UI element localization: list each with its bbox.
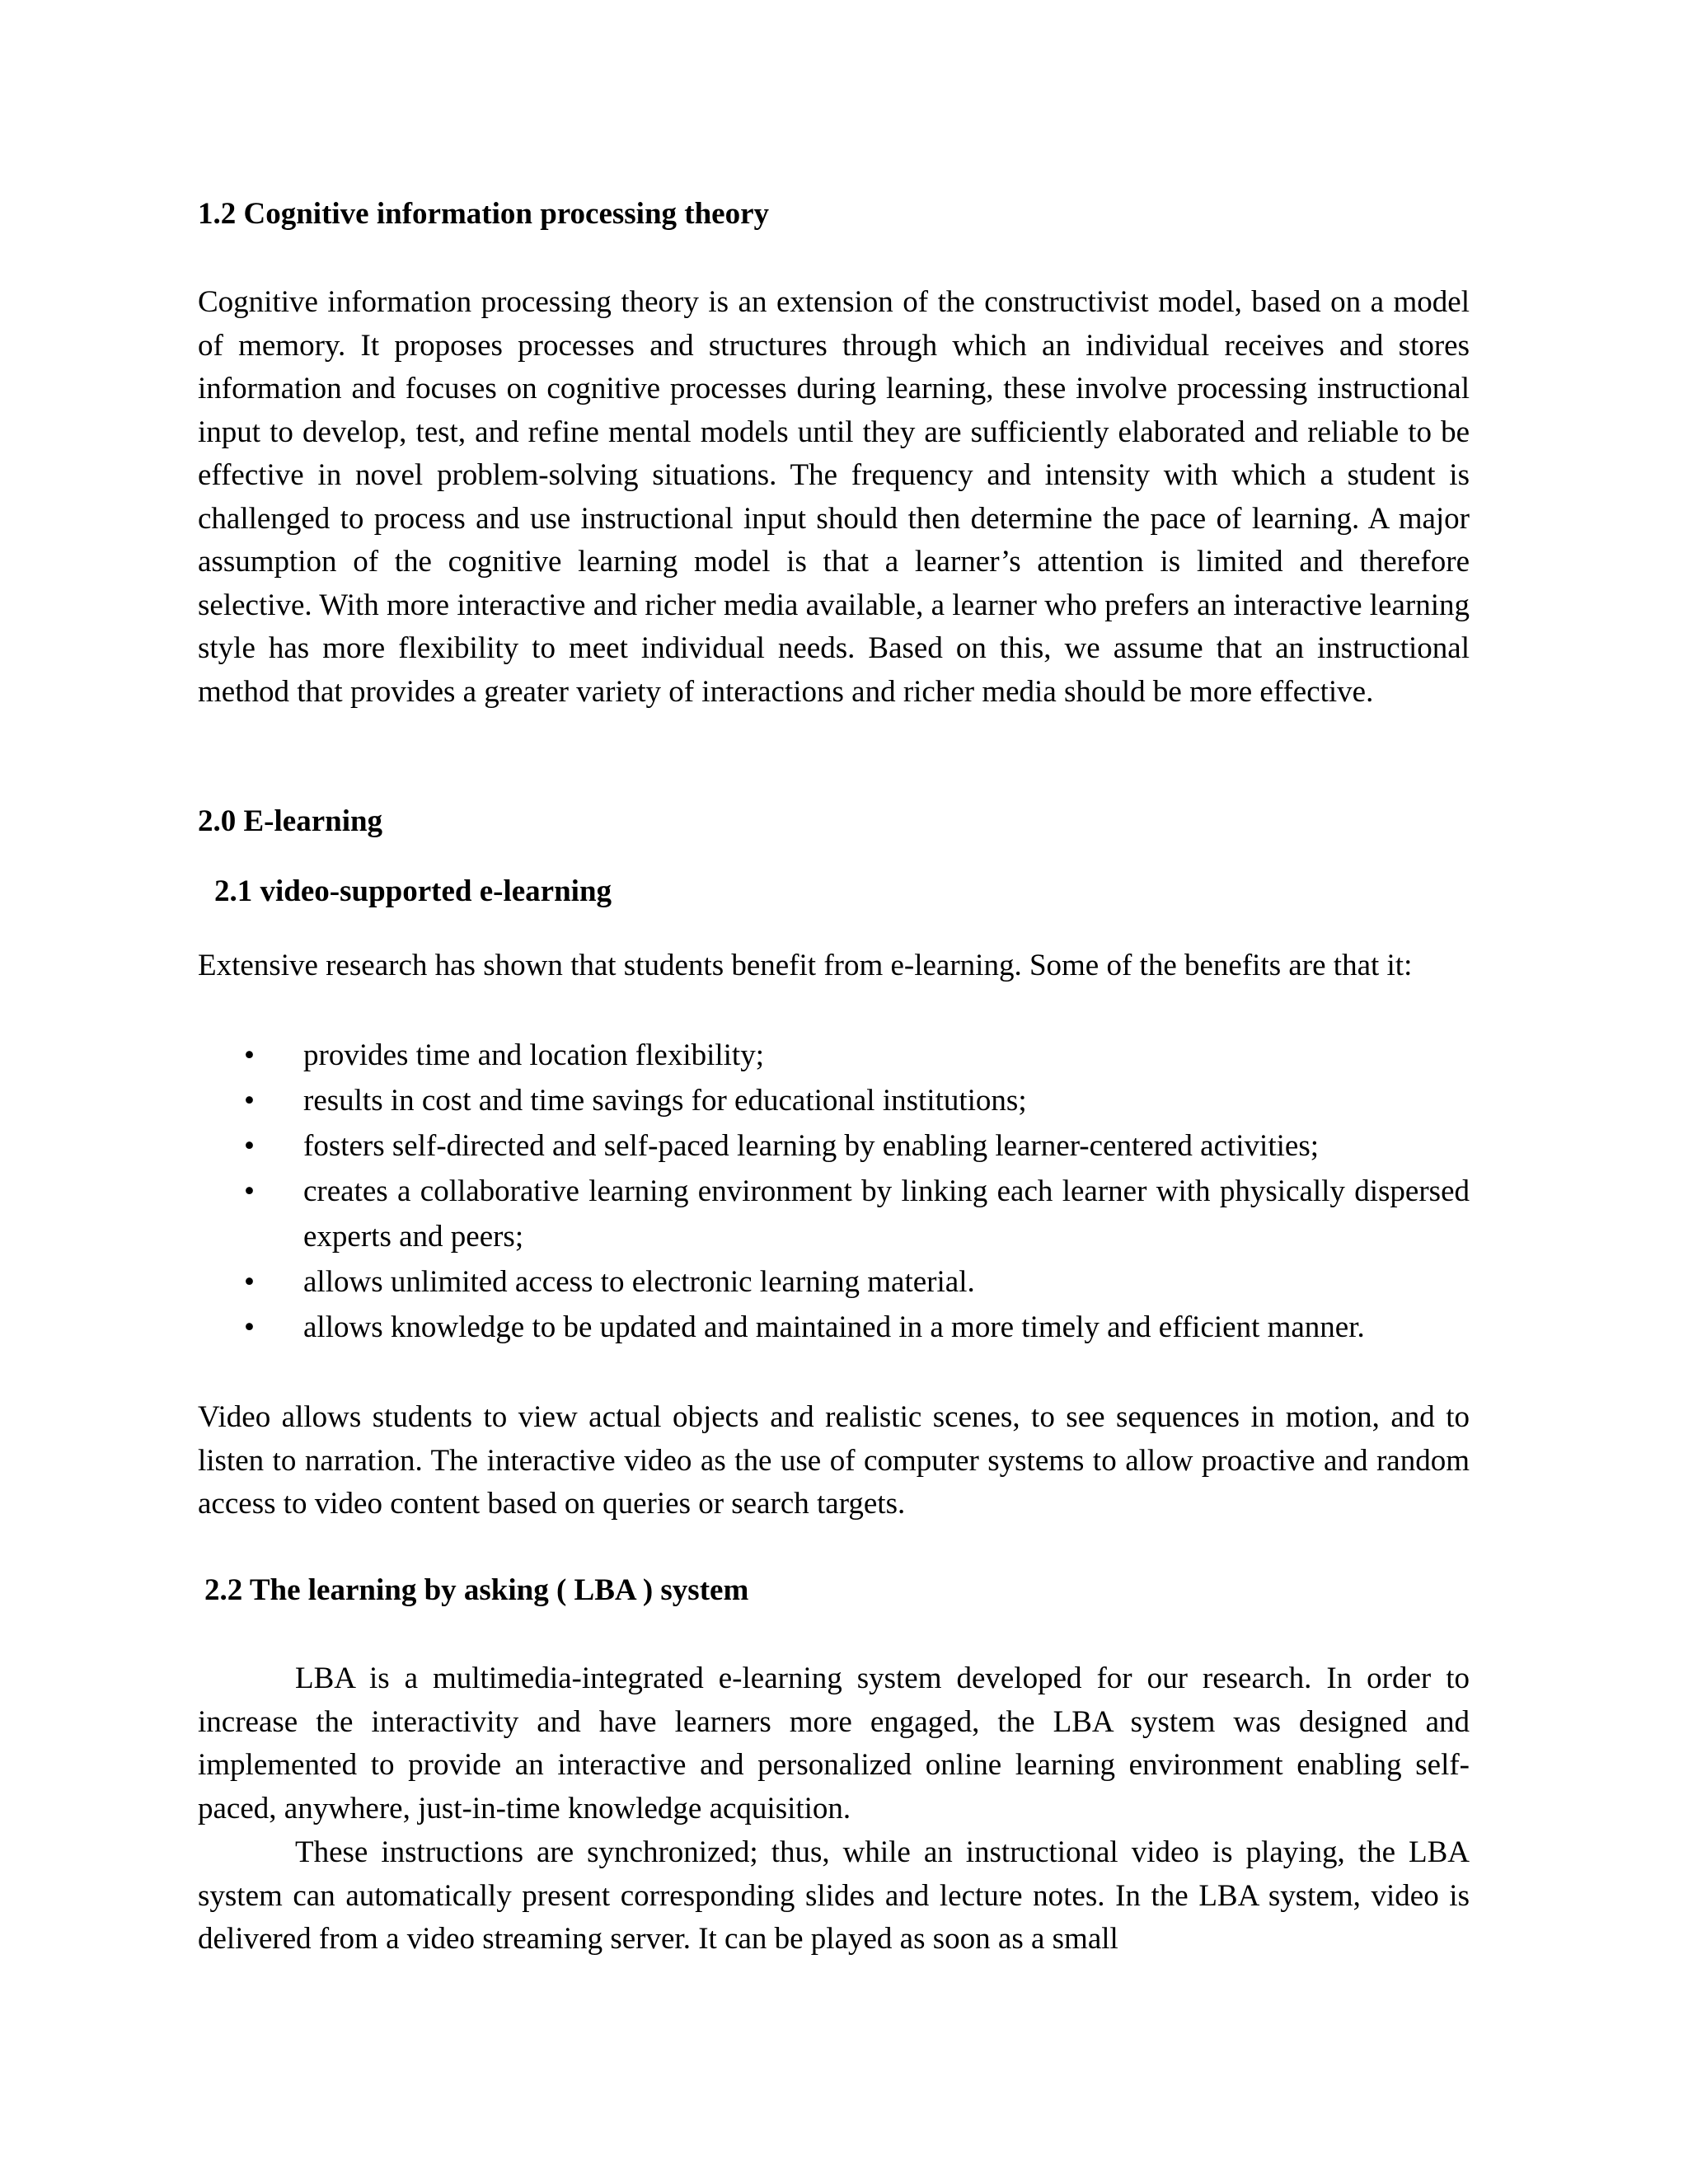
list-item-text: allows knowledge to be updated and maintained in a more timely and efficient manner. bbox=[303, 1310, 1365, 1344]
list-item bbox=[198, 1033, 1470, 1078]
bullet-icon: • bbox=[244, 1129, 255, 1163]
section-heading-2-2: 2.2 The learning by asking ( LBA ) system bbox=[204, 1573, 749, 1607]
list-item-text: creates a collaborative learning environment by linking each learner with physically dispersed experts and peers; bbox=[303, 1174, 1470, 1254]
list-item bbox=[198, 1305, 1470, 1350]
list-item-text: results in cost and time savings for educational institutions; bbox=[303, 1084, 1027, 1118]
lba-paragraph-2: These instructions are synchronized; thus, while an instructional video is playing, the LBA system can automatically present corresponding slides and lecture notes. In the LBA system, video is delivered from a video streaming server. It can be played as soon as a small bbox=[198, 1835, 1470, 1956]
cognitive-theory-paragraph: Cognitive information processing theory is an extension of the constructivist model, based on a model of memory. It proposes processes and structures through which an individual receives and stores information and focuses on cognitive processes during learning, these involve processing instructional input to develop, test, and refine mental models until they are sufficiently elaborated and reliable to be effective in novel problem-solving situations. The frequency and intensity with which a student is challenged to process and use instructional input should then determine the pace of learning. A major assumption of the cognitive learning model is that a learner’s attention is limited and therefore selective. With more interactive and richer media available, a learner who prefers an interactive learning style has more flexibility to meet individual needs. Based on this, we assume that an instructional method that provides a greater variety of interactions and richer media should be more effective. bbox=[198, 285, 1470, 709]
list-item bbox=[198, 1078, 1470, 1123]
list-item bbox=[198, 1169, 1470, 1259]
list-item-text: provides time and location flexibility; bbox=[303, 1038, 764, 1072]
list-item-text: allows unlimited access to electronic learning material. bbox=[303, 1265, 975, 1299]
list-item-text: fosters self-directed and self-paced learning by enabling learner-centered activities; bbox=[303, 1129, 1320, 1163]
benefits-list bbox=[198, 1033, 1470, 1350]
list-item bbox=[198, 1123, 1470, 1169]
elearning-intro-paragraph: Extensive research has shown that students benefit from e-learning. Some of the benefits are that it: bbox=[198, 949, 1413, 982]
section-heading-2-0: 2.0 E-learning bbox=[198, 804, 383, 838]
bullet-icon: • bbox=[244, 1310, 255, 1344]
lba-paragraph-1: LBA is a multimedia-integrated e-learning system developed for our research. In order to increase the interactivity and have learners more engaged, the LBA system was designed and implemented to provide an interactive and personalized online learning environment enabling self-paced, anywhere, just-in-time knowledge acquisition. bbox=[198, 1661, 1470, 1825]
bullet-icon: • bbox=[244, 1265, 255, 1299]
section-heading-1-2: 1.2 Cognitive information processing theory bbox=[198, 197, 770, 231]
list-item bbox=[198, 1259, 1470, 1305]
bullet-icon: • bbox=[244, 1084, 255, 1118]
section-heading-2-1: 2.1 video-supported e-learning bbox=[214, 874, 612, 908]
video-paragraph: Video allows students to view actual objects and realistic scenes, to see sequences in motion, and to listen to narration. The interactive video as the use of computer systems to allow proactive and random access to video content based on queries or search targets. bbox=[198, 1400, 1470, 1521]
bullet-icon: • bbox=[244, 1038, 255, 1072]
bullet-icon: • bbox=[244, 1174, 255, 1208]
